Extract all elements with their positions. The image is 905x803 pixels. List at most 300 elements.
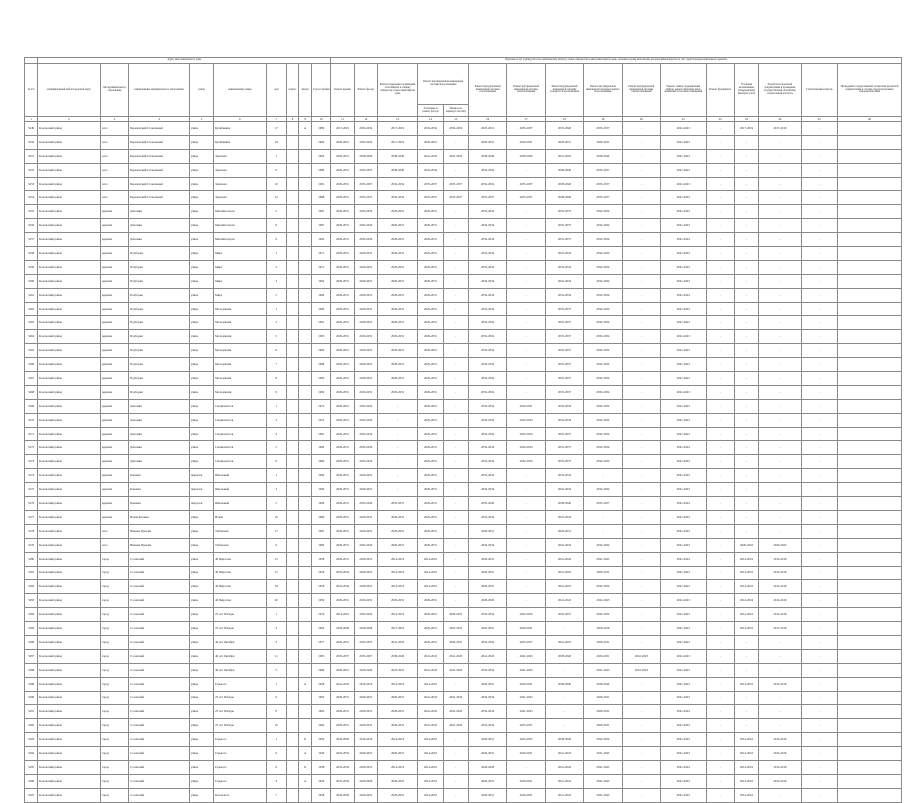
table-cell [837,413,901,427]
table-cell: 2029-2031 [331,399,354,413]
table-cell: - [706,510,734,524]
table-cell: город [100,733,128,747]
table-row [25,385,902,399]
table-cell: 25 лет Победы [214,691,267,705]
table-cell: село [100,163,128,177]
table-cell: - [706,760,734,774]
table-cell: улица [189,608,213,622]
table-row [25,635,902,649]
table-cell: 5 [266,441,286,455]
table-cell: 2029-2031 [331,233,354,247]
table-row [25,358,902,372]
table-cell: 2029-2031 [468,733,506,747]
table-cell: 1929 [312,747,331,761]
table-cell: 2029-2031 [468,566,506,580]
table-cell: - [801,469,837,483]
table-row [25,205,902,219]
table-cell: 2029-2031 [584,719,622,733]
table-cell [286,385,298,399]
table-cell: 2032-2034 [584,233,622,247]
table-cell: 2029-2031 [331,427,354,441]
table-cell: 1991 [312,316,331,330]
table-cell [286,191,298,205]
table-cell: - [622,566,660,580]
table-cell: 2026-2028 [354,622,377,636]
table-cell [299,385,312,399]
table-cell: 2032-2034 [331,760,354,774]
table-cell: Сосенский [129,663,190,677]
table-cell: 1962 [312,274,331,288]
table-cell: улица [189,122,213,136]
table-cell: 2035-2037 [545,316,583,330]
column-number: 26 [837,117,901,122]
table-cell: - [706,274,734,288]
table-cell: Козельский район [38,163,101,177]
col-foundation-sub2: Перевод на закрытую систему [443,105,468,117]
table-cell: - [706,441,734,455]
table-cell: - [622,316,660,330]
table-cell: - [706,524,734,538]
table-cell: 2029-2031 [331,302,354,316]
table-cell: - [622,149,660,163]
table-cell: 2014-2016 [734,608,758,622]
table-row [25,330,902,344]
table-cell: - [734,372,758,386]
table-cell: 2029-2031 [331,635,354,649]
table-cell: 5266 [25,358,38,372]
table-cell: - [759,163,801,177]
table-cell: 2014-2016 [418,788,443,802]
table-cell: 2035-2037 [545,233,583,247]
table-cell: село [100,177,128,191]
column-number: 25 [801,117,837,122]
table-cell: - [622,205,660,219]
table-cell [299,441,312,455]
table-cell: - [443,288,468,302]
table-cell: - [759,288,801,302]
table-cell [299,705,312,719]
table-cell [837,469,901,483]
table-cell: 2032-2034 [468,427,506,441]
table-cell: улица [189,455,213,469]
table-cell: 2029-2031 [354,483,377,497]
table-cell: 2029-2031 [507,677,545,691]
table-cell: Новая [214,510,267,524]
table-cell [299,205,312,219]
table-row [25,497,902,511]
table-cell: - [507,205,545,219]
table-cell: 2032-2034 [507,608,545,622]
table-cell: Горького [214,733,267,747]
table-cell: 2029-2031 [377,205,417,219]
table-cell: Козельский район [38,580,101,594]
table-cell [286,760,298,774]
table-cell: 2029-2031 [331,149,354,163]
table-cell [286,399,298,413]
table-cell: 2032-2034 [468,483,506,497]
table-cell: Сосенский [129,608,190,622]
table-cell: 2032-2034 [584,413,622,427]
col-facade: Ремонт фасада [354,64,377,117]
table-cell: 5 [266,205,286,219]
table-cell: 2041-2043 [661,455,707,469]
table-cell: - [377,455,417,469]
table-cell: - [545,622,583,636]
table-cell: 2041-2043 [545,149,583,163]
table-cell: 2038-2040 [354,149,377,163]
table-cell: 1987 [312,219,331,233]
table-cell: - [706,247,734,261]
table-cell [299,719,312,733]
table-row [25,149,902,163]
table-cell: - [443,358,468,372]
table-cell: - [734,399,758,413]
table-cell: 2032-2034 [468,302,506,316]
table-cell: 2026-2031 [507,622,545,636]
table-cell: Козельский район [38,649,101,663]
table-cell: Коненка [129,469,190,483]
table-cell [286,122,298,136]
table-cell: город [100,580,128,594]
table-cell: - [507,483,545,497]
table-cell: деревня [100,330,128,344]
table-cell: 2029-2031 [418,302,443,316]
table-cell: 2032-2034 [354,455,377,469]
table-cell [299,302,312,316]
table-cell: 2017-2019 [377,122,417,136]
col-house: дом [266,64,286,117]
table-cell: - [706,191,734,205]
table-cell: - [443,344,468,358]
table-cell: - [443,747,468,761]
table-cell: - [443,510,468,524]
table-cell: 5252 [25,163,38,177]
table-cell: 2029-2031 [584,691,622,705]
table-cell: 2032-2034 [468,344,506,358]
table-cell: 2029-2031 [377,524,417,538]
table-cell: 2029-2031 [354,510,377,524]
table-cell: - [706,677,734,691]
table-cell: 5255 [25,205,38,219]
table-cell: 2041-2043 [661,594,707,608]
table-cell: 1981 [312,205,331,219]
table-cell: 5293 [25,733,38,747]
table-cell: город [100,635,128,649]
table-cell [299,413,312,427]
table-cell: 2029-2031 [354,594,377,608]
table-cell: Дешовки [129,205,190,219]
table-cell: 2041-2043 [661,691,707,705]
table-cell: 1993 [312,344,331,358]
table-cell: - [507,594,545,608]
table-cell: - [759,330,801,344]
table-cell: 2029-2031 [331,413,354,427]
table-cell [286,135,298,149]
table-cell: 2038-2040 [377,149,417,163]
table-cell: 2041-2043 [418,705,443,719]
table-cell: - [622,288,660,302]
table-cell: 2029-2031 [331,163,354,177]
table-cell: 2022-2023 [622,649,660,663]
table-cell: 2029-2031 [331,594,354,608]
column-number: 20 [622,117,660,122]
table-cell: 3 [266,274,286,288]
table-cell: улица [189,177,213,191]
table-cell: 2032-2034 [545,510,583,524]
table-cell: 2014-2016 [354,677,377,691]
table-cell: Дешовки [129,413,190,427]
table-cell: 2038-2040 [545,677,583,691]
table-cell [299,469,312,483]
column-number: 22 [706,117,734,122]
table-cell: Козельский район [38,747,101,761]
table-cell: улица [189,510,213,524]
table-cell: село [100,149,128,163]
table-cell: улица [189,149,213,163]
table-cell: Специалистов [214,455,267,469]
table-cell [286,288,298,302]
table-cell [286,330,298,344]
table-cell: - [622,247,660,261]
table-cell: Нижнее Прыски [129,538,190,552]
table-cell: улица [189,719,213,733]
table-cell: - [622,372,660,386]
table-cell: 2041-2043 [545,747,583,761]
table-cell: 2032-2034 [377,191,417,205]
table-cell: 2038-2040 [545,733,583,747]
table-cell: 2029-2031 [331,497,354,511]
table-cell: Козельский район [38,427,101,441]
table-cell: 2029-2031 [331,538,354,552]
table-row [25,552,902,566]
table-cell: - [443,135,468,149]
table-cell [299,510,312,524]
table-cell: Козельский район [38,552,101,566]
table-cell: 2014-2016 [734,566,758,580]
table-cell: Козельский район [38,677,101,691]
table-cell: город [100,622,128,636]
table-cell: 5289 [25,677,38,691]
table-cell: 4 [266,622,286,636]
table-cell: 2041-2043 [661,469,707,483]
table-cell: переулок [189,497,213,511]
table-cell: 2014-2016 [418,552,443,566]
table-cell: - [622,760,660,774]
table-row [25,622,902,636]
table-cell: 2032-2034 [468,247,506,261]
table-cell [837,149,901,163]
table-cell [286,441,298,455]
table-cell: - [443,219,468,233]
table-cell: - [584,469,622,483]
table-cell: 2041-2043 [418,149,443,163]
table-cell: 2041-2043 [545,788,583,802]
table-cell: 5254 [25,191,38,205]
table-cell: - [734,663,758,677]
table-cell: город [100,649,128,663]
column-number: 7 [266,117,286,122]
table-cell: - [734,719,758,733]
table-cell: - [443,594,468,608]
table-cell: 5294 [25,747,38,761]
table-cell: Козельский район [38,497,101,511]
table-row [25,774,902,788]
table-cell: Дешовки [129,219,190,233]
table-cell: 2032-2034 [354,135,377,149]
table-cell: 2041-2043 [661,122,707,136]
table-cell: 2041-2043 [443,719,468,733]
table-cell: город [100,552,128,566]
table-cell: 2041-2043 [377,635,417,649]
table-cell: - [801,135,837,149]
table-cell: - [801,122,837,136]
table-cell: 2029-2031 [377,538,417,552]
table-cell: Сосенский [129,594,190,608]
table-cell [286,705,298,719]
table-cell: - [507,247,545,261]
table-cell: 2029-2031 [507,399,545,413]
table-cell: 2035-2037 [468,191,506,205]
table-cell: 2026-2028 [331,788,354,802]
col-meters: Установка коллективных (общедомовых) приборов учета [734,64,758,117]
table-cell: 2038-2040 [545,497,583,511]
table-cell: - [759,497,801,511]
table-cell: Козельский район [38,594,101,608]
table-cell [286,372,298,386]
table-cell: 8 [266,219,286,233]
table-cell: 2017-2019 [734,122,758,136]
column-number: 9 [299,117,312,122]
table-cell: 2032-2034 [468,413,506,427]
column-number: 19 [584,117,622,122]
table-cell: 2029-2031 [468,552,506,566]
table-cell: - [706,497,734,511]
table-row [25,469,902,483]
table-cell: - [734,649,758,663]
table-cell: 5281 [25,566,38,580]
table-cell: - [801,316,837,330]
table-cell: 12 [266,191,286,205]
table-cell: - [759,372,801,386]
col-build-control: Строительный контроль [801,64,837,117]
table-cell: 2035-2037 [443,191,468,205]
table-cell: - [443,413,468,427]
table-cell: - [759,274,801,288]
table-cell: 2032-2034 [584,372,622,386]
table-cell: - [801,358,837,372]
table-cell: - [706,663,734,677]
table-cell: - [706,135,734,149]
table-cell: улица [189,205,213,219]
table-cell: 2029-2031 [354,385,377,399]
table-cell [837,691,901,705]
table-cell: 2038-2040 [584,677,622,691]
table-cell: 2029-2031 [331,455,354,469]
table-cell: - [801,691,837,705]
table-cell: 2029-2031 [418,524,443,538]
table-cell: улица [189,594,213,608]
table-cell: Дешовки [129,233,190,247]
table-cell: 2038-2040 [507,149,545,163]
table-cell: - [507,538,545,552]
table-cell: - [734,691,758,705]
table-cell: Сосенский [129,691,190,705]
table-cell: - [759,483,801,497]
table-cell: 5284 [25,608,38,622]
table-cell: 2029-2031 [331,219,354,233]
table-row [25,260,902,274]
table-cell: 2035-2037 [354,635,377,649]
table-cell: - [706,483,734,497]
table-cell: деревня [100,219,128,233]
table-cell: 2032-2034 [545,483,583,497]
table-cell: 2032-2034 [468,719,506,733]
table-cell: 2041-2043 [584,594,622,608]
table-cell: 5277 [25,510,38,524]
table-cell: Березичский Стекольный [129,177,190,191]
table-cell: улица [189,663,213,677]
table-cell: - [622,358,660,372]
table-cell: 2029-2031 [584,705,622,719]
table-cell: 2029-2031 [377,260,417,274]
table-cell: улица [189,747,213,761]
table-cell [837,427,901,441]
table-cell: 2029-2031 [354,524,377,538]
table-cell: Козельский район [38,358,101,372]
table-cell: 2041-2043 [661,566,707,580]
table-cell: 2014-2016 [734,622,758,636]
table-cell: Березичский Стекольный [129,191,190,205]
table-cell: - [759,788,801,802]
table-cell: - [759,691,801,705]
table-cell: Горького [214,774,267,788]
table-cell: 16 [266,510,286,524]
column-number: 13 [377,117,417,122]
table-cell: 6 [266,747,286,761]
table-cell: 2025-2035 [507,733,545,747]
table-cell: 5260 [25,274,38,288]
table-cell [286,788,298,802]
table-cell: улица [189,372,213,386]
table-cell: - [759,635,801,649]
table-cell: - [622,385,660,399]
table-cell: 1958 [312,552,331,566]
table-cell: - [622,330,660,344]
table-cell: - [706,733,734,747]
table-cell: Козельский район [38,788,101,802]
table-cell: 2032-2034 [354,399,377,413]
table-cell: улица [189,274,213,288]
table-cell: - [734,413,758,427]
table-cell: 5279 [25,538,38,552]
table-cell: 2029-2031 [377,788,417,802]
table-cell: Сосенский [129,719,190,733]
table-cell: улица [189,233,213,247]
table-cell: - [545,719,583,733]
table-cell: - [801,497,837,511]
table-cell: 4 [266,427,286,441]
table-cell: 10 [266,177,286,191]
table-cell: 9 [266,163,286,177]
table-cell: 1984 [312,455,331,469]
table-cell: - [622,635,660,649]
table-cell: - [734,247,758,261]
table-cell [837,135,901,149]
table-cell: 1969 [312,288,331,302]
table-cell: - [622,455,660,469]
table-cell: 5251 [25,149,38,163]
table-cell: Сосенский [129,705,190,719]
